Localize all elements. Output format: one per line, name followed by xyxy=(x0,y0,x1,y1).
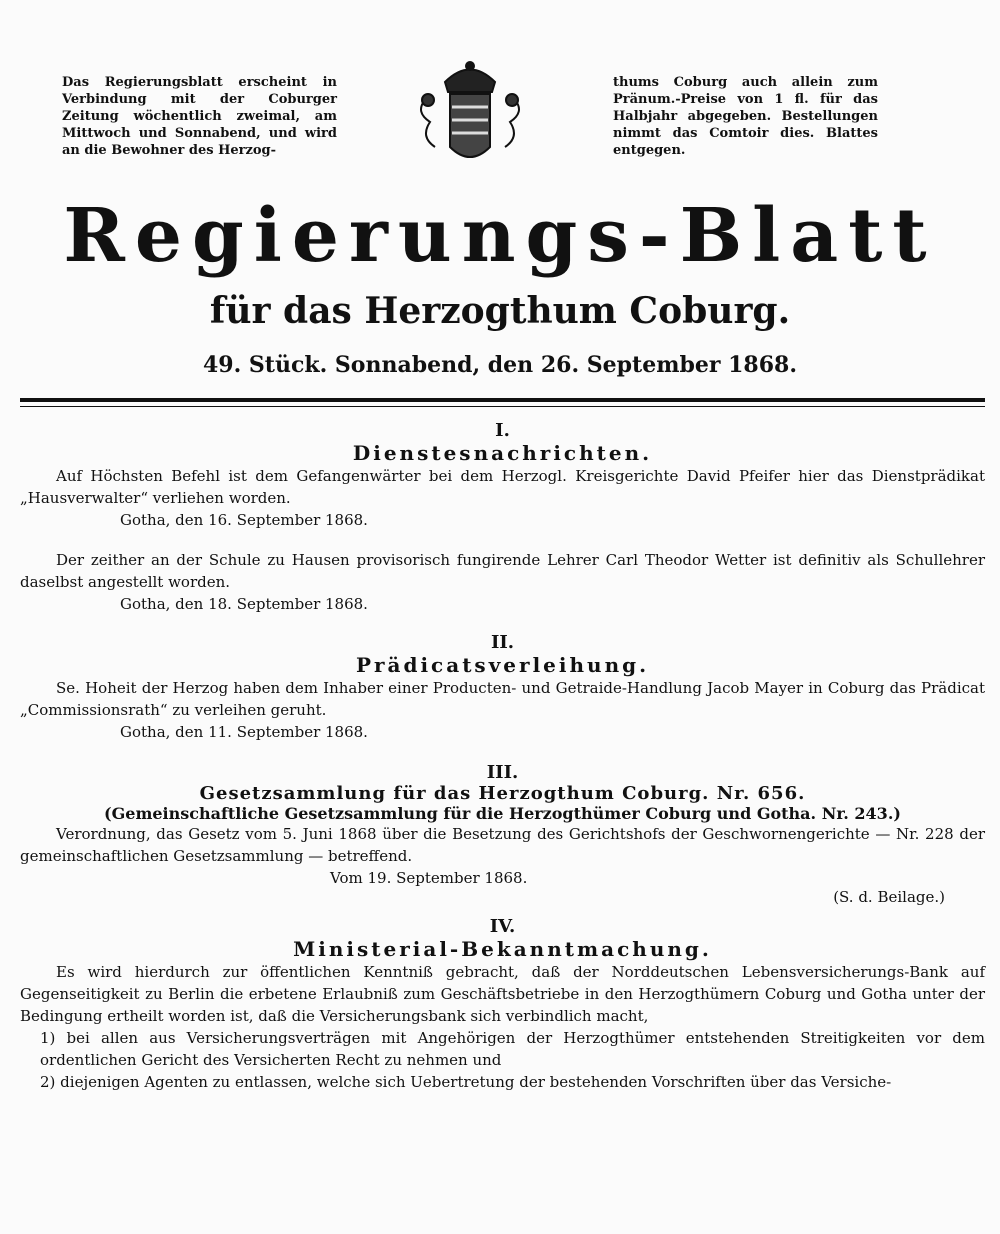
section-number: III. xyxy=(486,762,519,783)
masthead-subtitle: für das Herzogthum Coburg. xyxy=(209,290,791,332)
section-paragraph: Verordnung, das Gesetz vom 5. Juni 1868 über die Besetzung des Gerichtshofs der Geschwornengerichte — Nr. 228 der gemeinschaftlichen Gesetzsammlung — betreffend. xyxy=(20,825,985,865)
coat-of-arms-icon xyxy=(400,52,540,182)
section-date: Vom 19. September 1868. xyxy=(330,869,528,887)
section-heading: Gesetzsammlung für das Herzogthum Coburg. Nr. 656. xyxy=(199,783,806,804)
section-number: I. xyxy=(495,420,510,441)
section-paragraph: Der zeither an der Schule zu Hausen provisorisch fungirende Lehrer Carl Theodor Wetter ist definitiv als Schullehrer daselbst angestellt worden. xyxy=(20,551,985,591)
section-paragraph: Es wird hierdurch zur öffentlichen Kenntniß gebracht, daß der Norddeutschen Lebensversicherungs-Bank auf Gegenseitigkeit zu Berlin die erbetene Erlaubniß zum Geschäftsbetriebe in den Herzogthümern Coburg und Gotha unter der Bedingung ertheilt worden ist, daß die Versicherungsbank sich verbindlich macht, xyxy=(20,963,985,1025)
masthead-rule-thick xyxy=(20,398,985,402)
section-3 xyxy=(20,762,985,906)
section-heading: Ministerial-Bekanntmachung. xyxy=(293,937,712,961)
header-left-notice: Das Regierungsblatt erscheint in Verbindung mit der Coburger Zeitung wöchentlich zweimal, am Mittwoch und Sonnabend, und wird an die Bewohner des Herzog- xyxy=(62,75,337,158)
section-2 xyxy=(20,632,985,743)
section-paragraph: Se. Hoheit der Herzog haben dem Inhaber einer Producten- und Getraide-Handlung Jacob Mayer in Coburg das Prädicat „Commissionsrath“ zu verleihen geruht. xyxy=(20,679,985,719)
masthead-rule-thin xyxy=(20,406,985,407)
section-paragraph: Auf Höchsten Befehl ist dem Gefangenwärter bei dem Herzogl. Kreisgerichte David Pfeifer hier das Dienstprädikat „Hausverwalter“ verliehen worden. xyxy=(20,467,985,507)
list-item: 2) diejenigen Agenten zu entlassen, welche sich Uebertretung der bestehenden Vorschriften über das Versiche- xyxy=(40,1073,892,1091)
section-date: Gotha, den 16. September 1868. xyxy=(120,511,368,529)
section-number: II. xyxy=(490,632,515,653)
section-subheading: (Gemeinschaftliche Gesetzsammlung für die Herzogthümer Coburg und Gotha. Nr. 243.) xyxy=(104,804,901,823)
list-item: 1) bei allen aus Versicherungsverträgen mit Angehörigen der Herzogthümer entstehenden Streitigkeiten vor dem ordentlichen Gericht des Versicherten Recht zu nehmen und xyxy=(40,1029,985,1069)
issue-date-line: 49. Stück. Sonnabend, den 26. September 1868. xyxy=(202,352,797,378)
supplement-note: (S. d. Beilage.) xyxy=(833,888,945,906)
section-number: IV. xyxy=(489,916,516,937)
section-heading: Prädicatsverleihung. xyxy=(355,653,650,677)
section-1 xyxy=(20,420,985,615)
section-date: Gotha, den 11. September 1868. xyxy=(120,723,368,741)
masthead-title: Regierungs-Blatt xyxy=(63,193,937,279)
section-heading: Dienstesnachrichten. xyxy=(352,441,653,465)
section-4 xyxy=(20,916,985,1093)
header-right-notice: thums Coburg auch allein zum Pränum.-Preise von 1 fl. für das Halbjahr abgegeben. Bestellungen nimmt das Comtoir dies. Blattes entgegen. xyxy=(613,75,878,158)
section-date: Gotha, den 18. September 1868. xyxy=(120,595,368,613)
